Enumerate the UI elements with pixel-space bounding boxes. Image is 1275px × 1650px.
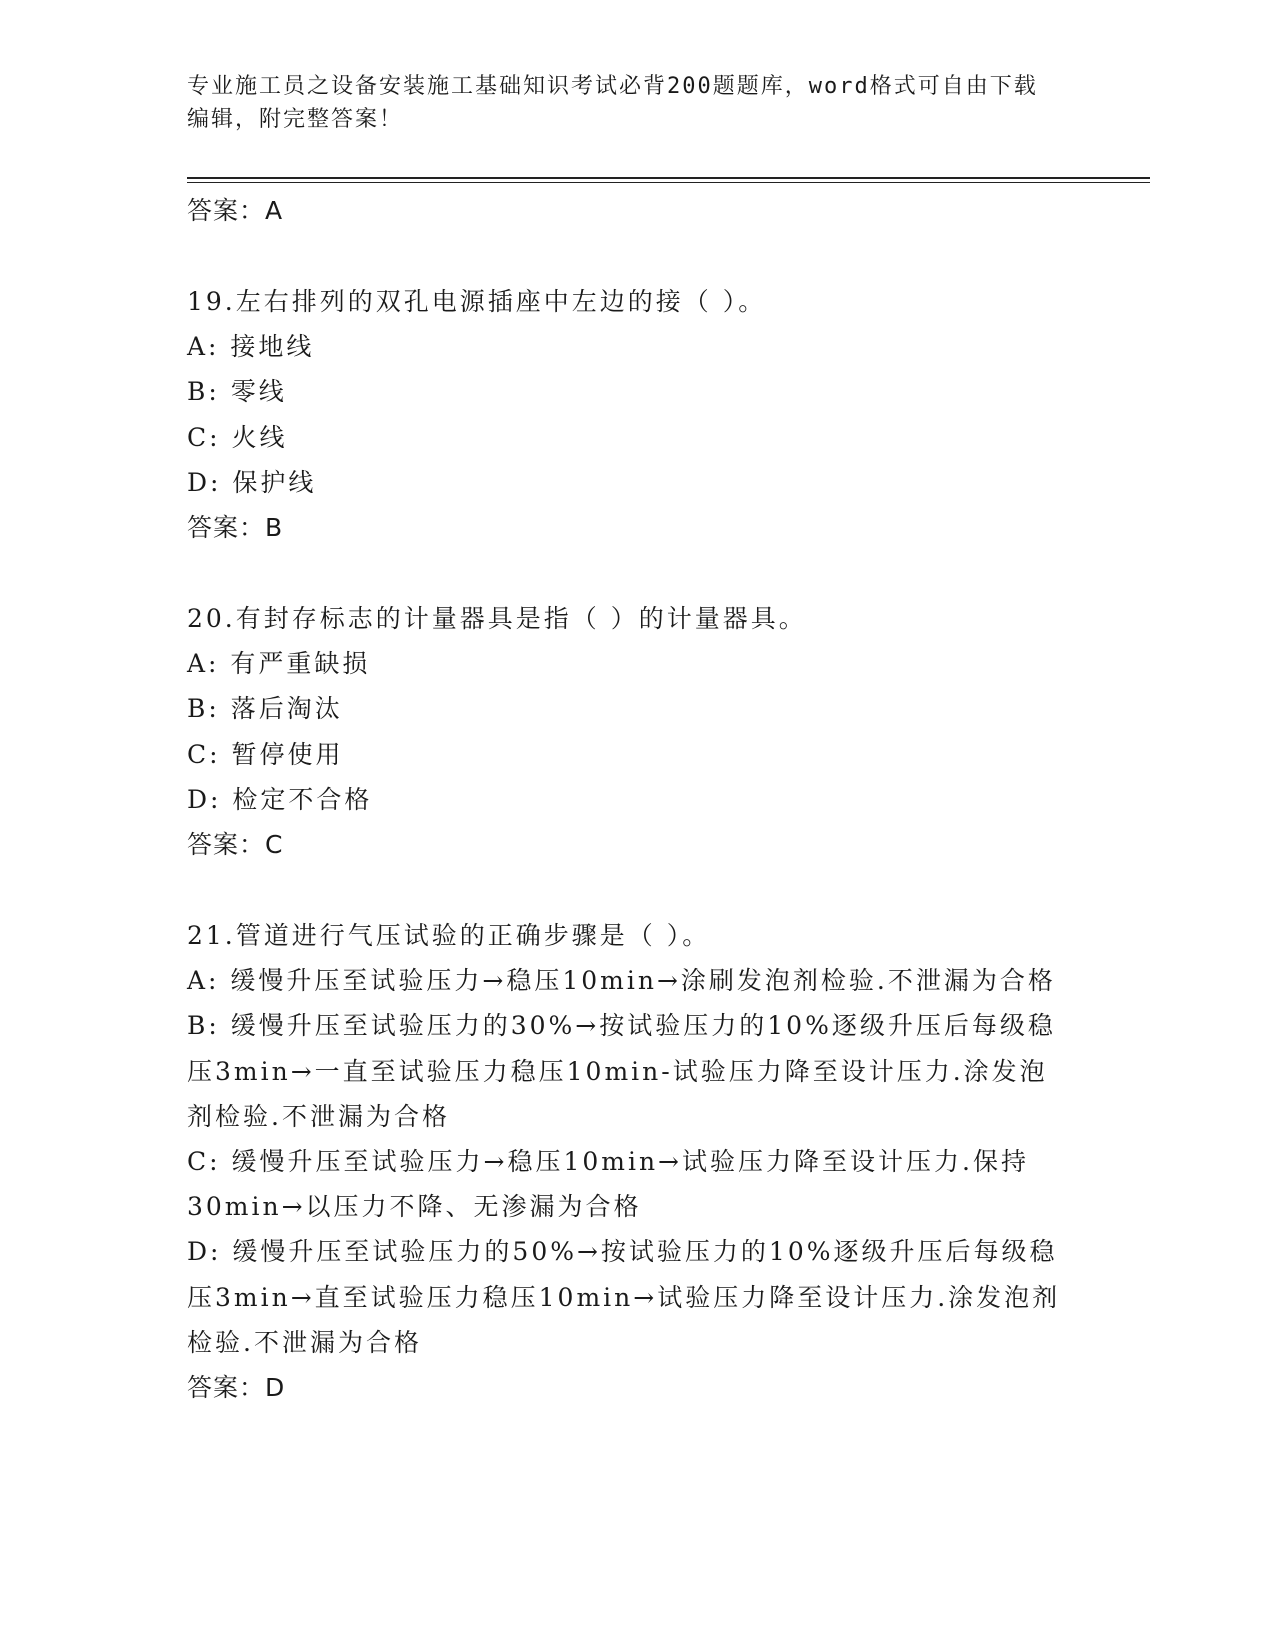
question-stem: 19.左右排列的双孔电源插座中左边的接（ ）。 <box>187 287 767 316</box>
answer-label: 答案：B <box>187 513 284 543</box>
option-c: C: 暂停使用 <box>187 739 344 769</box>
header-divider-thick <box>187 177 1150 179</box>
spacer <box>187 233 1087 279</box>
previous-answer: 答案：A <box>187 196 284 225</box>
option-d-line-2: 压3min→直至试验压力稳压10min→试验压力降至设计压力.涂发泡剂 <box>187 1282 1061 1312</box>
spacer <box>187 550 1087 596</box>
option-d: D: 保护线 <box>187 467 317 497</box>
option-b-line-3: 剂检验.不泄漏为合格 <box>187 1101 450 1131</box>
option-b-line-2: 压3min→一直至试验压力稳压10min-试验压力降至设计压力.涂发泡 <box>187 1056 1048 1086</box>
option-a: A: 缓慢升压至试验压力→稳压10min→涂刷发泡剂检验.不泄漏为合格 <box>187 966 1056 996</box>
option-b: B: 零线 <box>187 377 287 407</box>
option-c: C: 火线 <box>187 422 288 452</box>
option-a: A: 接地线 <box>187 332 315 362</box>
header-divider-thin <box>187 182 1150 183</box>
option-a: A: 有严重缺损 <box>187 649 371 679</box>
header-title-line-2: 编辑，附完整答案！ <box>187 107 404 132</box>
option-c-line-1: C: 缓慢升压至试验压力→稳压10min→试验压力降至设计压力.保持 <box>187 1147 1029 1177</box>
answer-label: 答案：C <box>187 830 284 860</box>
option-d-line-1: D: 缓慢升压至试验压力的50%→按试验压力的10%逐级升压后每级稳 <box>187 1237 1058 1267</box>
question-stem: 20.有封存标志的计量器具是指（ ）的计量器具。 <box>187 604 807 634</box>
option-d-line-3: 检验.不泄漏为合格 <box>187 1327 422 1357</box>
option-b-line-1: B: 缓慢升压至试验压力的30%→按试验压力的10%逐级升压后每级稳 <box>187 1011 1056 1041</box>
question-20 <box>187 596 1087 867</box>
answer-label: 答案：D <box>187 1373 286 1403</box>
question-stem: 21.管道进行气压试验的正确步骤是（ ）。 <box>187 921 711 951</box>
option-b: B: 落后淘汰 <box>187 694 343 724</box>
question-19 <box>187 279 1087 550</box>
spacer <box>187 867 1087 913</box>
question-list <box>187 188 1087 1410</box>
question-21 <box>187 913 1087 1410</box>
option-d: D: 检定不合格 <box>187 784 373 814</box>
page-header <box>187 70 1087 136</box>
header-title-line-1: 专业施工员之设备安装施工基础知识考试必背200题题库，word格式可自由下载 <box>187 74 1038 99</box>
option-c-line-2: 30min→以压力不降、无渗漏为合格 <box>187 1192 642 1222</box>
